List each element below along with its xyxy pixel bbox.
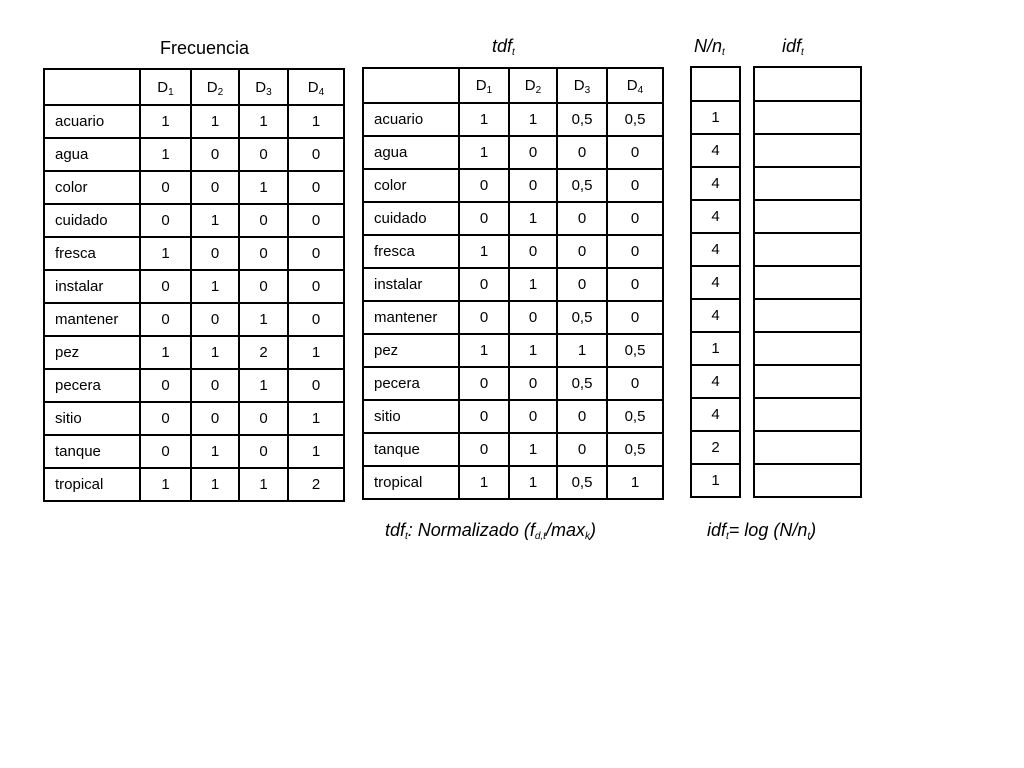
frequency-row	[44, 204, 344, 237]
frequency-value-cell: 1	[191, 204, 239, 237]
frequency-value-cell: 2	[239, 336, 288, 369]
nnt-value-cell: 4	[691, 134, 740, 167]
idf-value-cell	[754, 431, 861, 464]
tdf-formula-sub: t	[405, 531, 408, 542]
frequency-value-cell: 0	[140, 435, 191, 468]
tdf-value-cell: 1	[459, 136, 509, 169]
tdf-column-header	[509, 68, 557, 103]
column-header-letter: D	[255, 78, 267, 96]
tdf-term-cell: tropical	[363, 466, 459, 499]
frequency-value-cell: 1	[239, 369, 288, 402]
tdf-formula-part: )	[589, 520, 596, 540]
column-header-letter: D	[573, 77, 585, 94]
tdf-value-cell: 0	[607, 169, 663, 202]
tdf-value-cell: 0	[509, 367, 557, 400]
tdf-formula-part: : Normalizado (f	[407, 520, 535, 540]
nnt-row	[691, 167, 740, 200]
tdf-corner-cell	[363, 68, 459, 103]
frequency-value-cell: 1	[191, 435, 239, 468]
frequency-term-cell: tropical	[44, 468, 140, 501]
idf-value-cell	[754, 266, 861, 299]
frequency-value-cell: 0	[140, 270, 191, 303]
frequency-value-cell: 0	[288, 171, 344, 204]
tdf-value-cell: 0	[459, 433, 509, 466]
frequency-row	[44, 402, 344, 435]
tdf-term-cell: color	[363, 169, 459, 202]
tdf-term-cell: pez	[363, 334, 459, 367]
frequency-column-header	[288, 69, 344, 105]
frequency-term-cell: acuario	[44, 105, 140, 138]
idf-row	[754, 398, 861, 431]
nnt-title	[694, 36, 725, 57]
frequency-value-cell: 0	[288, 204, 344, 237]
column-header-letter: D	[307, 78, 319, 96]
nnt-value-cell: 4	[691, 200, 740, 233]
tdf-value-cell: 0,5	[607, 103, 663, 136]
frequency-value-cell: 1	[191, 336, 239, 369]
tdf-value-cell: 0	[557, 268, 607, 301]
nnt-row	[691, 365, 740, 398]
frequency-value-cell: 1	[191, 468, 239, 501]
column-header-letter: D	[157, 78, 169, 96]
tdf-value-cell: 0	[607, 136, 663, 169]
frequency-value-cell: 1	[191, 270, 239, 303]
frequency-term-cell: pez	[44, 336, 140, 369]
tdf-row	[363, 268, 663, 301]
frequency-value-cell: 0	[140, 402, 191, 435]
tdf-title-main: tdf	[492, 36, 513, 56]
tdf-header-row	[363, 68, 663, 103]
tdf-formula-part: /max	[545, 520, 585, 540]
frequency-value-cell: 1	[239, 468, 288, 501]
tdf-value-cell: 0	[557, 400, 607, 433]
column-header-index: 2	[217, 86, 224, 98]
frequency-value-cell: 1	[140, 138, 191, 171]
frequency-value-cell: 0	[191, 369, 239, 402]
tdf-value-cell: 0,5	[557, 169, 607, 202]
tdf-value-cell: 0,5	[557, 367, 607, 400]
tdf-value-cell: 1	[509, 268, 557, 301]
frequency-row	[44, 171, 344, 204]
tdf-formula-part: tdf	[385, 520, 406, 540]
idf-formula-part: idf	[707, 520, 727, 540]
frequency-row	[44, 237, 344, 270]
frequency-value-cell: 1	[140, 237, 191, 270]
nnt-row	[691, 464, 740, 497]
tdf-value-cell: 1	[557, 334, 607, 367]
frequency-value-cell: 1	[140, 468, 191, 501]
frequency-value-cell: 0	[191, 171, 239, 204]
idf-header-cell	[754, 67, 861, 101]
idf-value-cell	[754, 299, 861, 332]
tdf-table	[362, 67, 664, 500]
tdf-value-cell: 0	[607, 268, 663, 301]
idf-row	[754, 134, 861, 167]
tdf-term-cell: pecera	[363, 367, 459, 400]
tdf-row	[363, 136, 663, 169]
nnt-value-cell: 4	[691, 266, 740, 299]
column-header-index: 3	[584, 85, 591, 96]
column-header-index: 4	[637, 85, 644, 96]
frequency-row	[44, 336, 344, 369]
tdf-term-cell: mantener	[363, 301, 459, 334]
nnt-value-cell: 1	[691, 464, 740, 497]
frequency-value-cell: 0	[288, 138, 344, 171]
idf-title	[782, 36, 804, 57]
tdf-value-cell: 1	[459, 235, 509, 268]
nnt-value-cell: 1	[691, 332, 740, 365]
frequency-row	[44, 138, 344, 171]
nnt-row	[691, 200, 740, 233]
nnt-value-cell: 4	[691, 299, 740, 332]
column-header-index: 4	[318, 86, 325, 98]
column-header-letter: D	[475, 77, 487, 94]
nnt-title-sub: t	[722, 47, 725, 58]
frequency-table	[43, 68, 345, 502]
idf-value-cell	[754, 101, 861, 134]
tdf-value-cell: 0	[607, 235, 663, 268]
idf-formula-caption	[707, 520, 816, 541]
frequency-value-cell: 0	[288, 303, 344, 336]
frequency-value-cell: 0	[288, 270, 344, 303]
tdf-value-cell: 0	[459, 202, 509, 235]
frequency-term-cell: agua	[44, 138, 140, 171]
frequency-row	[44, 369, 344, 402]
tdf-value-cell: 0	[509, 136, 557, 169]
tdf-title	[492, 36, 515, 57]
idf-row	[754, 233, 861, 266]
frequency-column-header	[191, 69, 239, 105]
frequency-corner-cell	[44, 69, 140, 105]
tdf-value-cell: 1	[459, 334, 509, 367]
tdf-term-cell: instalar	[363, 268, 459, 301]
idf-value-cell	[754, 200, 861, 233]
tdf-value-cell: 0	[557, 202, 607, 235]
idf-row	[754, 431, 861, 464]
frequency-term-cell: mantener	[44, 303, 140, 336]
column-header-letter: D	[524, 77, 536, 94]
frequency-value-cell: 1	[288, 105, 344, 138]
tdf-value-cell: 0,5	[557, 103, 607, 136]
nnt-value-cell: 2	[691, 431, 740, 464]
idf-value-cell	[754, 134, 861, 167]
frequency-column-header	[140, 69, 191, 105]
frequency-row	[44, 468, 344, 501]
tdf-value-cell: 1	[459, 466, 509, 499]
tdf-value-cell: 0,5	[607, 334, 663, 367]
tdf-term-cell: sitio	[363, 400, 459, 433]
idf-title-sub: t	[801, 47, 804, 58]
nnt-title-main: N/n	[694, 36, 723, 56]
frequency-value-cell: 0	[239, 435, 288, 468]
tdf-row	[363, 367, 663, 400]
column-header-index: 2	[535, 85, 542, 96]
tdf-formula-sub: d,t	[534, 531, 546, 542]
tdf-term-cell: agua	[363, 136, 459, 169]
column-header-index: 1	[168, 86, 174, 98]
frequency-value-cell: 0	[191, 237, 239, 270]
frequency-term-cell: fresca	[44, 237, 140, 270]
frequency-value-cell: 0	[140, 369, 191, 402]
tdf-value-cell: 0,5	[557, 301, 607, 334]
frequency-value-cell: 2	[288, 468, 344, 501]
tdf-value-cell: 0	[509, 235, 557, 268]
tdf-row	[363, 466, 663, 499]
frecuencia-title-text: Frecuencia	[160, 38, 250, 58]
frequency-value-cell: 0	[191, 402, 239, 435]
frequency-term-cell: instalar	[44, 270, 140, 303]
tdf-row	[363, 103, 663, 136]
frequency-value-cell: 0	[140, 171, 191, 204]
idf-row	[754, 464, 861, 497]
frequency-term-cell: sitio	[44, 402, 140, 435]
frequency-term-cell: pecera	[44, 369, 140, 402]
tdf-value-cell: 0	[607, 301, 663, 334]
frequency-value-cell: 1	[288, 402, 344, 435]
nnt-value-cell: 4	[691, 365, 740, 398]
frequency-column-header	[239, 69, 288, 105]
frequency-term-cell: color	[44, 171, 140, 204]
frequency-header-row	[44, 69, 344, 105]
frequency-value-cell: 0	[191, 303, 239, 336]
nnt-row	[691, 266, 740, 299]
tdf-value-cell: 0	[557, 433, 607, 466]
frequency-value-cell: 1	[140, 336, 191, 369]
idf-formula-part: )	[810, 520, 817, 540]
frequency-value-cell: 0	[288, 237, 344, 270]
frequency-value-cell: 0	[239, 402, 288, 435]
tdf-column-header	[557, 68, 607, 103]
frecuencia-title	[160, 38, 249, 59]
tdf-value-cell: 0	[459, 367, 509, 400]
idf-title-main: idf	[782, 36, 802, 56]
idf-formula-sub: t	[807, 531, 811, 542]
idf-header-row	[754, 67, 861, 101]
idf-row	[754, 266, 861, 299]
column-header-index: 3	[266, 86, 272, 98]
tdf-term-cell: cuidado	[363, 202, 459, 235]
tdf-term-cell: fresca	[363, 235, 459, 268]
tdf-value-cell: 0	[607, 367, 663, 400]
frequency-row	[44, 270, 344, 303]
tdf-row	[363, 433, 663, 466]
idf-row	[754, 365, 861, 398]
tdf-row	[363, 202, 663, 235]
frequency-term-cell: cuidado	[44, 204, 140, 237]
frequency-value-cell: 1	[239, 303, 288, 336]
nnt-row	[691, 134, 740, 167]
idf-value-cell	[754, 398, 861, 431]
idf-row	[754, 332, 861, 365]
tdf-row	[363, 235, 663, 268]
idf-formula-sub: t	[726, 531, 729, 542]
tdf-value-cell: 0	[607, 202, 663, 235]
frequency-value-cell: 0	[239, 138, 288, 171]
nnt-value-cell: 1	[691, 101, 740, 134]
tdf-value-cell: 0	[459, 301, 509, 334]
idf-row	[754, 101, 861, 134]
frequency-value-cell: 0	[191, 138, 239, 171]
idf-value-cell	[754, 365, 861, 398]
column-header-index: 1	[486, 85, 493, 96]
frequency-value-cell: 1	[239, 105, 288, 138]
tdf-column-header	[607, 68, 663, 103]
idf-table	[753, 66, 862, 498]
nnt-value-cell: 4	[691, 167, 740, 200]
tdf-formula-caption	[385, 520, 596, 541]
frequency-value-cell: 0	[140, 204, 191, 237]
tdf-value-cell: 0	[459, 268, 509, 301]
idf-formula-part: = log (N/n	[728, 520, 808, 540]
tdf-row	[363, 334, 663, 367]
tdf-value-cell: 0,5	[557, 466, 607, 499]
tdf-value-cell: 0,5	[607, 433, 663, 466]
tdf-term-cell: tanque	[363, 433, 459, 466]
tdf-column-header	[459, 68, 509, 103]
tdf-value-cell: 1	[607, 466, 663, 499]
nnt-row	[691, 431, 740, 464]
idf-value-cell	[754, 233, 861, 266]
nnt-row	[691, 332, 740, 365]
tdf-value-cell: 0	[557, 136, 607, 169]
tdf-value-cell: 0	[459, 400, 509, 433]
tdf-value-cell: 1	[509, 103, 557, 136]
tdf-value-cell: 1	[509, 334, 557, 367]
tdf-value-cell: 1	[509, 466, 557, 499]
frequency-value-cell: 0	[288, 369, 344, 402]
tdf-row	[363, 301, 663, 334]
idf-row	[754, 200, 861, 233]
tdf-formula-sub: k	[584, 531, 590, 542]
nnt-row	[691, 299, 740, 332]
tdf-value-cell: 0,5	[607, 400, 663, 433]
tdf-value-cell: 1	[509, 433, 557, 466]
idf-value-cell	[754, 167, 861, 200]
idf-value-cell	[754, 464, 861, 497]
tdf-value-cell: 0	[557, 235, 607, 268]
frequency-value-cell: 1	[288, 435, 344, 468]
frequency-row	[44, 105, 344, 138]
frequency-value-cell: 0	[239, 204, 288, 237]
frequency-row	[44, 303, 344, 336]
tdf-value-cell: 0	[509, 400, 557, 433]
nnt-header-cell	[691, 67, 740, 101]
tdf-value-cell: 1	[459, 103, 509, 136]
frequency-value-cell: 0	[239, 237, 288, 270]
idf-row	[754, 299, 861, 332]
column-header-letter: D	[206, 78, 218, 96]
frequency-term-cell: tanque	[44, 435, 140, 468]
frequency-row	[44, 435, 344, 468]
tdf-value-cell: 1	[509, 202, 557, 235]
tdf-row	[363, 169, 663, 202]
tdf-row	[363, 400, 663, 433]
tdf-term-cell: acuario	[363, 103, 459, 136]
tdf-value-cell: 0	[459, 169, 509, 202]
nnt-value-cell: 4	[691, 398, 740, 431]
nnt-row	[691, 233, 740, 266]
nnt-value-cell: 4	[691, 233, 740, 266]
tdf-value-cell: 0	[509, 301, 557, 334]
frequency-value-cell: 0	[140, 303, 191, 336]
idf-value-cell	[754, 332, 861, 365]
frequency-value-cell: 1	[239, 171, 288, 204]
frequency-value-cell: 1	[191, 105, 239, 138]
nnt-table	[690, 66, 741, 498]
frequency-value-cell: 1	[140, 105, 191, 138]
frequency-value-cell: 0	[239, 270, 288, 303]
nnt-row	[691, 101, 740, 134]
nnt-row	[691, 398, 740, 431]
nnt-header-row	[691, 67, 740, 101]
frequency-value-cell: 1	[288, 336, 344, 369]
idf-row	[754, 167, 861, 200]
tdf-value-cell: 0	[509, 169, 557, 202]
tdf-title-sub: t	[512, 47, 515, 58]
column-header-letter: D	[626, 77, 638, 94]
